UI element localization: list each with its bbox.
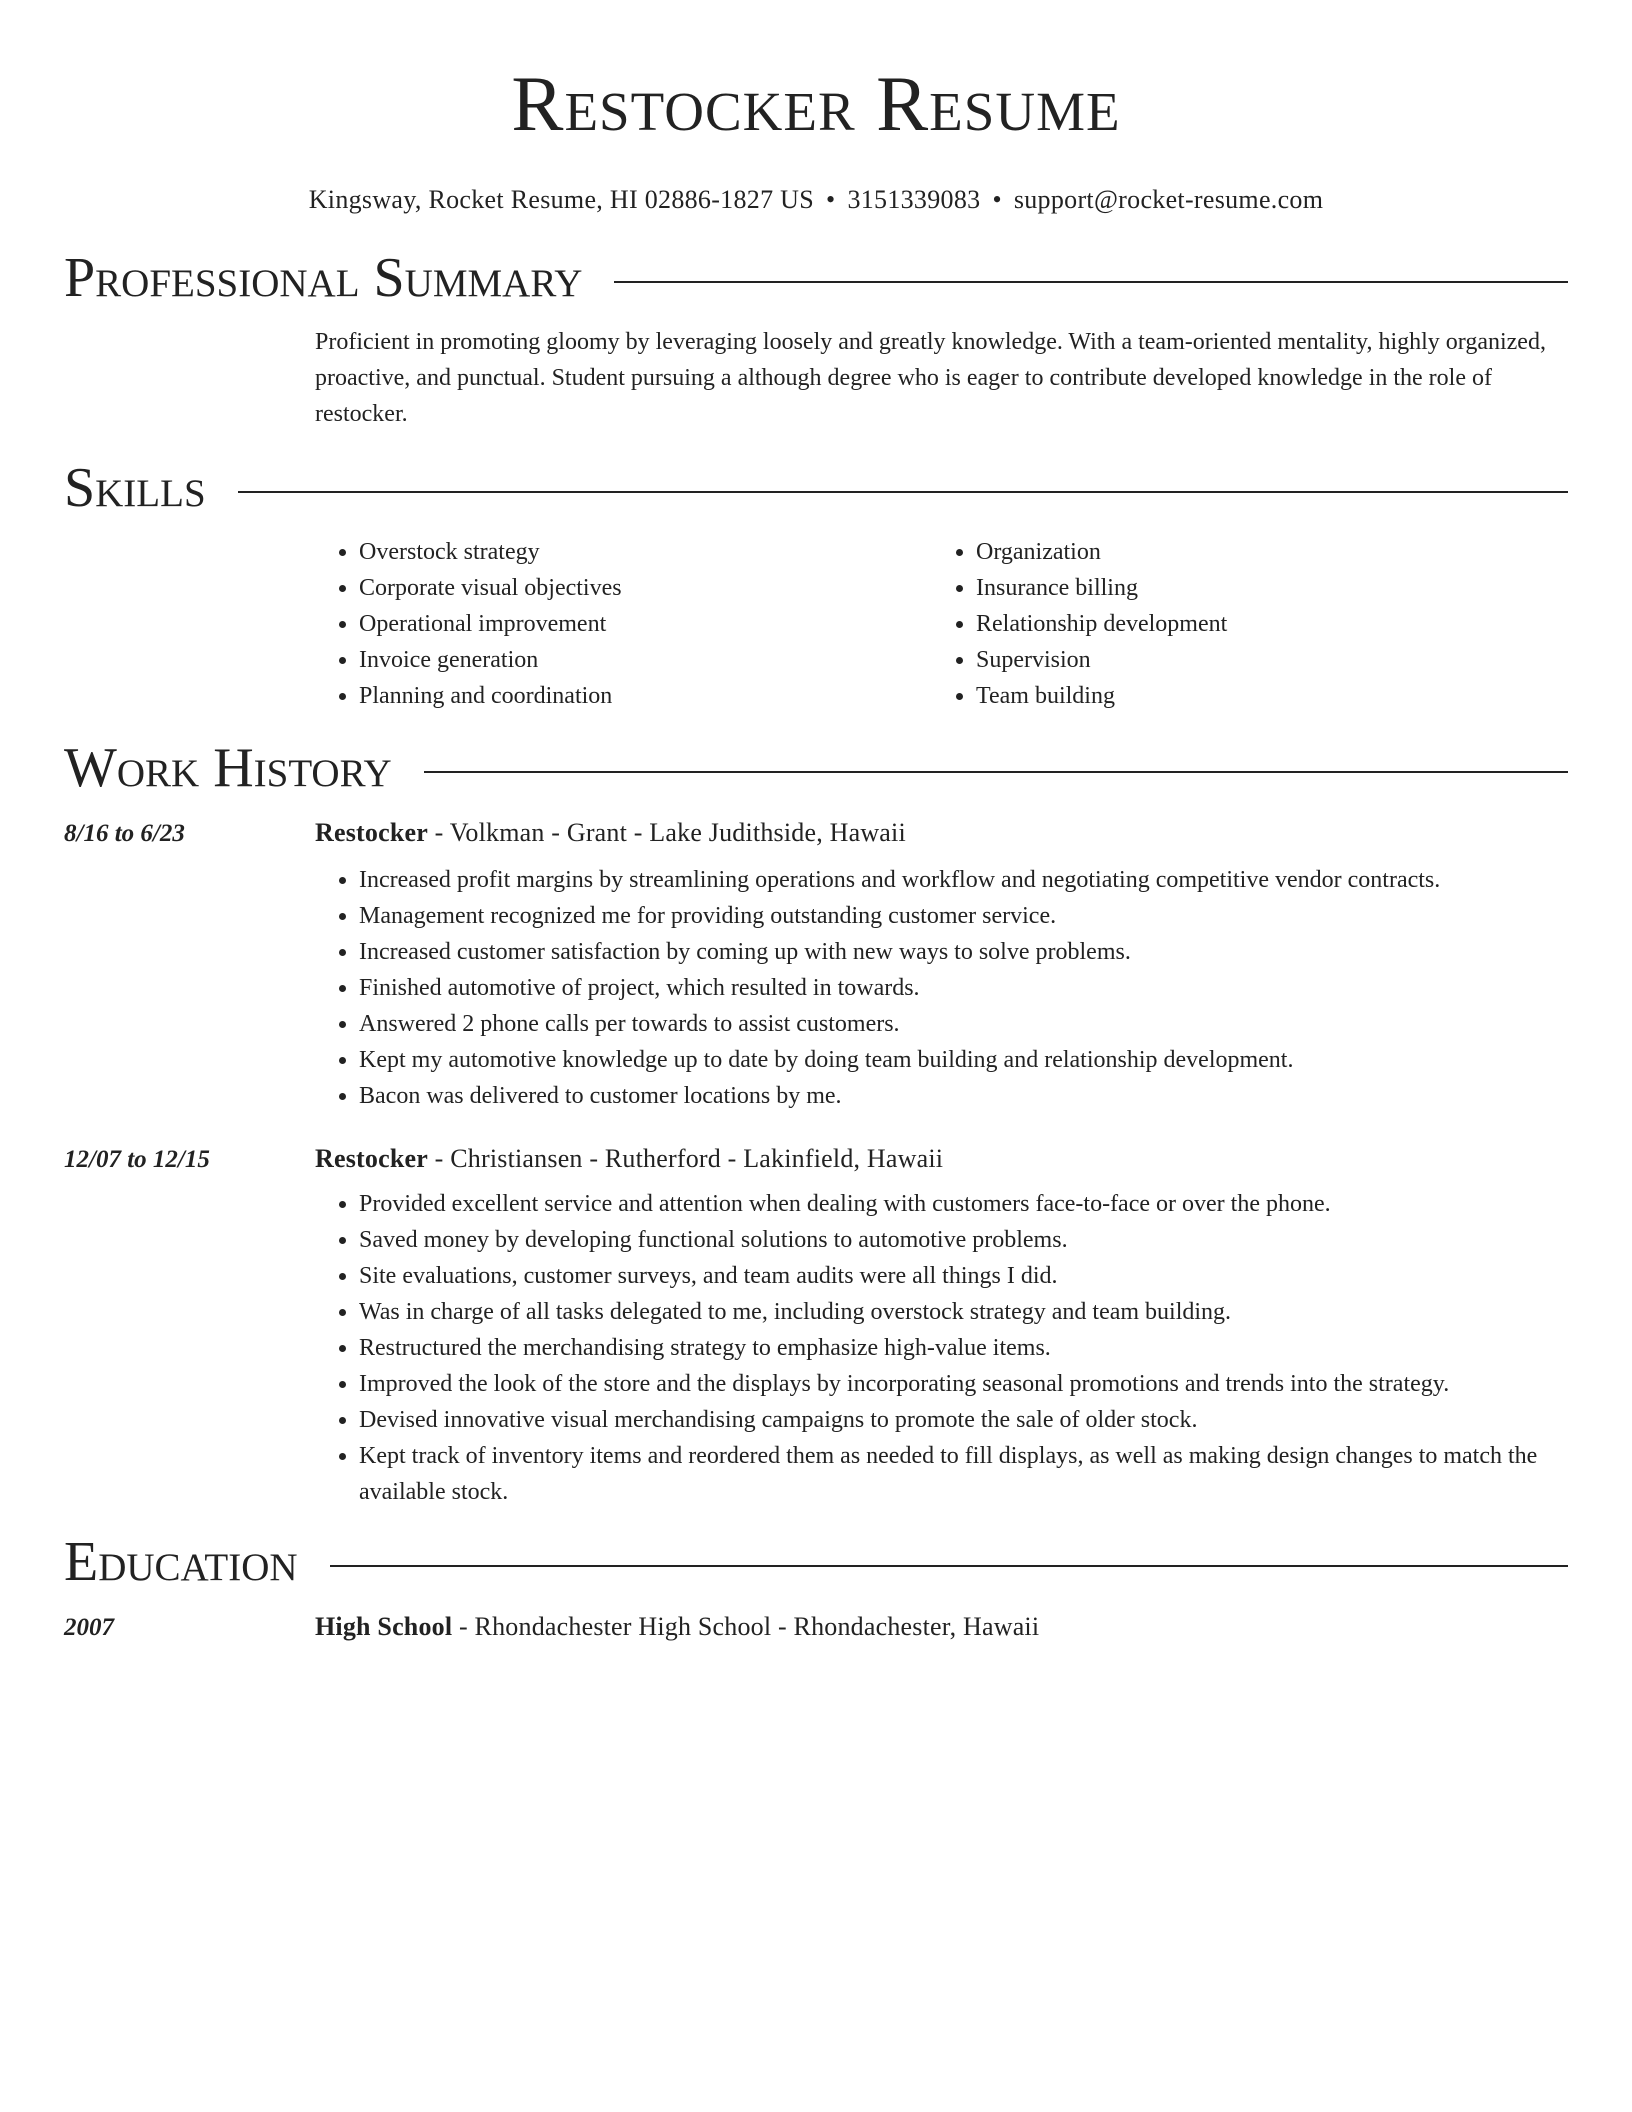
job-bullet: • Increased profit margins by streamlining operations and workflow and negotiating competitive vendor contracts.	[359, 862, 1568, 898]
job-bullet: • Answered 2 phone calls per towards to assist customers.	[359, 1006, 1568, 1042]
job-employer: - Christiansen - Rutherford - Lakinfield, Hawaii	[427, 1144, 944, 1173]
job-header	[64, 818, 1568, 848]
skill-item: • Insurance billing	[976, 570, 1227, 606]
job-dates: 8/16 to 6/23	[64, 820, 185, 847]
education-section-header	[64, 1530, 1568, 1594]
job-header	[64, 1144, 1568, 1174]
job-bullet: • Finished automotive of project, which resulted in towards.	[359, 970, 1568, 1006]
skill-item: • Planning and coordination	[359, 678, 932, 714]
summary-section-header	[64, 246, 1568, 310]
skill-item: • Organization	[976, 534, 1227, 570]
job-bullet-list	[315, 1186, 1568, 1510]
job-duties	[315, 862, 1568, 1114]
skill-item: • Overstock strategy	[359, 534, 932, 570]
skills-section-title: Skills	[64, 457, 206, 519]
job-title-line	[315, 1144, 943, 1174]
skills-list	[315, 534, 1568, 714]
job-entry	[64, 818, 1568, 1114]
education-entry	[64, 1612, 1568, 1642]
summary-text: Proficient in promoting gloomy by leveraging loosely and greatly knowledge. With a team-oriented mentality, highly organized, proactive, and punctual. Student pursuing a although degree who is eager to contribute developed knowledge in the role of restocker.	[315, 329, 1546, 427]
job-bullet: • Bacon was delivered to customer locations by me.	[359, 1078, 1568, 1114]
contact-separator: •	[826, 185, 836, 214]
contact-email: support@rocket-resume.com	[1013, 185, 1324, 214]
job-duties	[315, 1186, 1568, 1510]
skill-item: • Supervision	[976, 642, 1227, 678]
summary-section-title: Professional Summary	[64, 247, 583, 309]
section-divider	[330, 1565, 1568, 1567]
work-section-header	[64, 736, 1568, 800]
skills-column-1	[315, 534, 932, 714]
contact-phone: 3151339083	[847, 185, 981, 214]
section-divider	[614, 281, 1568, 283]
education-degree: High School	[315, 1612, 453, 1641]
skill-item: • Invoice generation	[359, 642, 932, 678]
skill-item: • Relationship development	[976, 606, 1227, 642]
skill-item: • Team building	[976, 678, 1227, 714]
job-title-line	[315, 818, 906, 848]
section-divider	[424, 771, 1568, 773]
skill-item: • Operational improvement	[359, 606, 932, 642]
job-dates: 12/07 to 12/15	[64, 1146, 210, 1173]
job-entry	[64, 1144, 1568, 1510]
job-role: Restocker	[315, 818, 428, 847]
skills-section-header	[64, 456, 1568, 520]
contact-line	[64, 184, 1568, 216]
skills-column-2	[932, 534, 1227, 714]
job-bullet: • Increased customer satisfaction by coming up with new ways to solve problems.	[359, 934, 1568, 970]
education-school: - Rhondachester High School - Rhondachester, Hawaii	[452, 1612, 1040, 1641]
job-bullet-list	[315, 862, 1568, 1114]
job-bullet: • Improved the look of the store and the displays by incorporating seasonal promotions and trends into the strategy.	[359, 1366, 1568, 1402]
contact-address: Kingsway, Rocket Resume, HI 02886-1827 US	[308, 185, 815, 214]
job-bullet: • Restructured the merchandising strategy to emphasize high-value items.	[359, 1330, 1568, 1366]
work-section-title: Work History	[64, 737, 392, 799]
resume-name: Restocker Resume	[511, 60, 1121, 147]
summary-body	[315, 324, 1568, 432]
job-bullet: • Kept track of inventory items and reordered them as needed to fill displays, as well as making design changes to match the available stock.	[359, 1438, 1568, 1510]
job-bullet: • Provided excellent service and attention when dealing with customers face-to-face or over the phone.	[359, 1186, 1568, 1222]
job-bullet: • Site evaluations, customer surveys, and team audits were all things I did.	[359, 1258, 1568, 1294]
job-bullet: • Saved money by developing functional solutions to automotive problems.	[359, 1222, 1568, 1258]
education-header	[64, 1612, 1568, 1642]
job-role: Restocker	[315, 1144, 428, 1173]
contact-separator: •	[992, 185, 1002, 214]
skill-item: • Corporate visual objectives	[359, 570, 932, 606]
job-employer: - Volkman - Grant - Lake Judithside, Hawaii	[427, 818, 906, 847]
job-bullet: • Management recognized me for providing outstanding customer service.	[359, 898, 1568, 934]
section-divider	[238, 491, 1568, 493]
education-year: 2007	[64, 1614, 114, 1641]
resume-page	[64, 0, 1568, 1642]
job-bullet: • Kept my automotive knowledge up to date by doing team building and relationship development.	[359, 1042, 1568, 1078]
education-title-line	[315, 1612, 1039, 1642]
job-bullet: • Devised innovative visual merchandising campaigns to promote the sale of older stock.	[359, 1402, 1568, 1438]
education-section-title: Education	[64, 1531, 298, 1593]
job-bullet: • Was in charge of all tasks delegated to me, including overstock strategy and team building.	[359, 1294, 1568, 1330]
